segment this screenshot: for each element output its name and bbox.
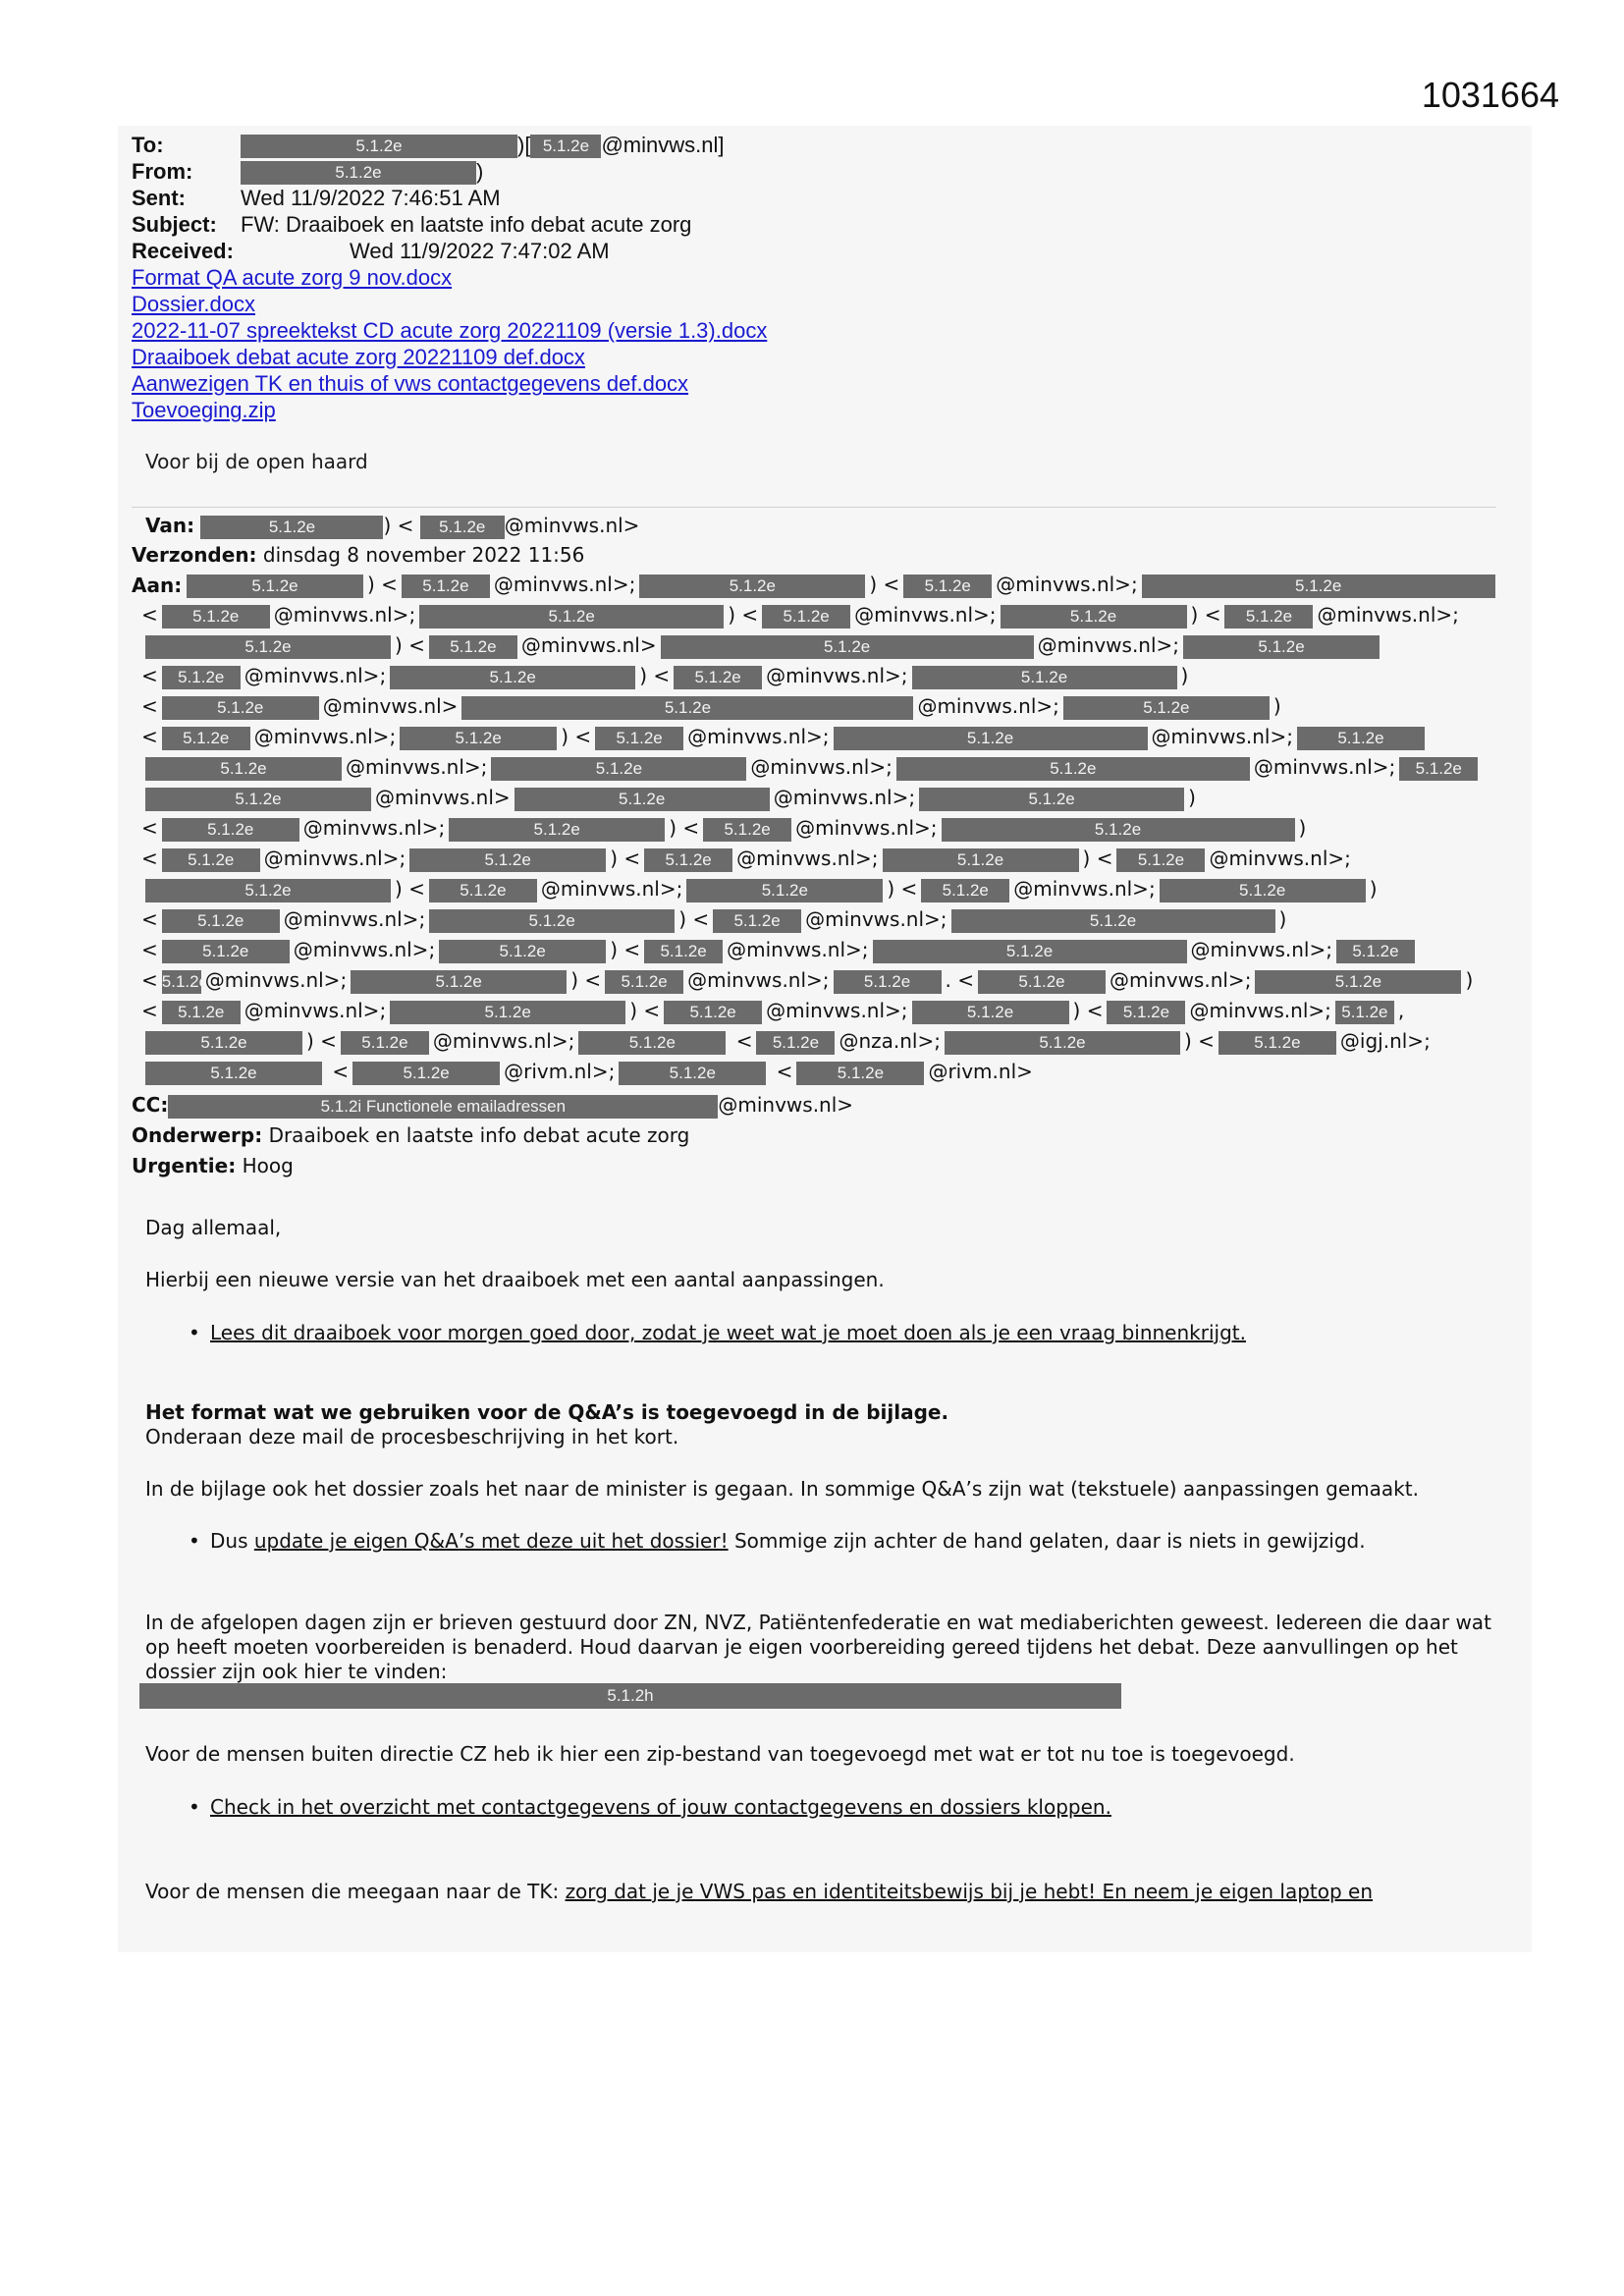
bullet-item — [210, 1795, 1506, 1820]
domain-text: @minvws.nl>; — [346, 755, 488, 779]
domain-text: @minvws.nl>; — [795, 816, 938, 840]
domain-text: @minvws.nl>; — [854, 603, 997, 627]
redaction: 5.1.2e — [686, 879, 883, 902]
domain-text: @minvws.nl>; — [253, 725, 397, 748]
recipient-list — [183, 570, 1547, 600]
onderwerp-row — [132, 1122, 689, 1149]
redaction: 5.1.2e — [834, 727, 1148, 750]
forward-note: Voor bij de open haard — [145, 450, 368, 473]
redaction: 5.1.2e — [903, 574, 992, 598]
attachment-link[interactable]: Format QA acute zorg 9 nov.docx — [132, 265, 453, 290]
cc-row — [132, 1092, 853, 1119]
domain-text: @minvws.nl>; — [917, 694, 1059, 718]
subject-value: FW: Draaiboek en laatste info debat acute zorg — [241, 212, 692, 237]
redaction: 5.1.2e — [514, 788, 770, 811]
redaction: 5.1.2e — [1336, 940, 1415, 963]
redaction: 5.1.2e — [1063, 696, 1270, 720]
recipient-line: < 5.1.2e @minvws.nl>; 5.1.2e ) < 5.1.2e @minvws.nl>; 5.1.2e @minvws.nl>; 5.1.2e — [141, 722, 1506, 752]
attachment-link[interactable]: Draaiboek debat acute zorg 20221109 def.docx — [132, 345, 585, 369]
redaction: 5.1.2e — [912, 1001, 1069, 1024]
recipient-list — [141, 752, 1506, 783]
van-domain: @minvws.nl> — [504, 514, 640, 537]
domain-text: @minvws.nl>; — [805, 907, 947, 931]
recipient-list — [141, 904, 1506, 935]
redaction: 5.1.2e — [162, 848, 260, 872]
redaction: 5.1.2e — [1142, 574, 1495, 598]
verzonden-value: dinsdag 8 november 2022 11:56 — [262, 543, 585, 567]
domain-text: @minvws.nl> — [322, 694, 459, 718]
domain-text: @minvws.nl>; — [736, 847, 879, 870]
recipient-list — [141, 1026, 1506, 1057]
redaction: 5.1.2e — [762, 605, 850, 629]
recipient-line: 5.1.2e @minvws.nl> 5.1.2e @minvws.nl>; 5.1.2e ) — [141, 783, 1506, 813]
attachment-link[interactable]: Dossier.docx — [132, 292, 255, 316]
domain-text: @minvws.nl> — [520, 633, 657, 657]
recipient-list — [141, 844, 1506, 874]
redaction: 5.1.2e — [352, 1062, 500, 1085]
redaction: 5.1.2e — [439, 940, 606, 963]
domain-text: @minvws.nl>; — [540, 877, 683, 901]
from-label: From: — [132, 159, 193, 184]
domain-text: @minvws.nl>; — [773, 786, 916, 809]
verzonden-label: Verzonden: — [132, 543, 257, 567]
received-value: Wed 11/9/2022 7:47:02 AM — [350, 239, 610, 263]
redaction: 5.1.2e — [409, 848, 606, 872]
underlined-text: Lees dit draaiboek voor morgen goed door, zodat je weet wat je moet doen als je een vraag binnenkrijgt. — [210, 1321, 1246, 1344]
domain-text: @minvws.nl>; — [1013, 877, 1156, 901]
redaction: 5.1.2e — [145, 757, 342, 781]
redaction: 5.1.2e — [341, 1031, 429, 1055]
from-row — [132, 158, 767, 185]
redaction: 5.1.2e — [419, 605, 724, 629]
domain-text: @minvws.nl>; — [1110, 968, 1252, 992]
redaction: 5.1.2e — [644, 848, 732, 872]
urgentie-label: Urgentie: — [132, 1154, 237, 1177]
van-separator: ) < — [383, 514, 414, 537]
redaction: 5.1.2e — [145, 1062, 322, 1085]
redaction: 5.1.2e — [945, 1031, 1180, 1055]
redaction: 5.1.2e — [1001, 605, 1187, 629]
redaction: 5.1.2e — [605, 970, 683, 994]
recipient-line: < 5.1.2e@minvws.nl>; 5.1.2e ) < 5.1.2e @minvws.nl>; 5.1.2e . < 5.1.2e @minvws.nl>; 5.1.2e ) — [141, 968, 1474, 992]
redaction: 5.1.2e — [1218, 1031, 1336, 1055]
recipient-line: < 5.1.2e @minvws.nl>; 5.1.2e ) < 5.1.2e @minvws.nl>; 5.1.2e ) < 5.1.2e @minvws.nl>; — [141, 847, 1351, 870]
subject-row — [132, 211, 767, 238]
domain-text: @minvws.nl>; — [1317, 603, 1459, 627]
redaction: 5.1.2e — [873, 940, 1187, 963]
separator — [132, 507, 1496, 508]
to-label: To: — [132, 133, 164, 157]
redaction: 5.1.2e — [429, 909, 675, 933]
redaction: 5.1.2e — [530, 135, 601, 158]
recipient-list — [141, 996, 1506, 1026]
redaction: 5.1.2e — [756, 1031, 835, 1055]
redaction: 5.1.2e — [145, 879, 391, 902]
van-row — [145, 513, 639, 539]
recipient-line: 5.1.2e ) < 5.1.2e @minvws.nl>; 5.1.2e ) < 5.1.2e @minvws.nl>; 5.1.2e ) — [141, 874, 1506, 904]
bullet-text: Sommige zijn achter de hand gelaten, daar is niets in gewijzigd. — [728, 1529, 1366, 1553]
bullet-item — [210, 1321, 1506, 1345]
redaction: 5.1.2e — [1183, 635, 1380, 659]
bullet-text: Dus — [210, 1529, 254, 1553]
aan-label-row — [132, 573, 182, 599]
recipient-line: 5.1.2e ) < 5.1.2e @minvws.nl>; 5.1.2e ) < 5.1.2e @minvws.nl>; 5.1.2e — [183, 570, 1547, 600]
domain-text: @minvws.nl>; — [263, 847, 406, 870]
recipient-line: 5.1.2e ) < 5.1.2e @minvws.nl>; 5.1.2e < 5.1.2e @nza.nl>; 5.1.2e ) < 5.1.2e @igj.nl>; — [141, 1026, 1506, 1057]
urgentie-row — [132, 1153, 294, 1179]
recipient-list — [141, 874, 1506, 904]
underlined-text: Check in het overzicht met contactgegevens of jouw contactgegevens en dossiers kloppen. — [210, 1795, 1111, 1819]
underlined-text: update je eigen Q&A’s met deze uit het dossier! — [253, 1529, 729, 1553]
onderwerp-value: Draaiboek en laatste info debat acute zorg — [268, 1123, 690, 1147]
redaction: 5.1.2e — [461, 696, 913, 720]
redaction: 5.1.2e — [919, 788, 1184, 811]
redaction: 5.1.2e — [674, 666, 762, 689]
redaction: 5.1.2e — [429, 635, 517, 659]
redaction: 5.1.2e — [1160, 879, 1366, 902]
greeting: Dag allemaal, — [145, 1216, 282, 1239]
paragraph: Hierbij een nieuwe versie van het draaiboek met een aantal aanpassingen. — [145, 1268, 885, 1291]
sent-row — [132, 185, 767, 211]
domain-text: @rivm.nl>; — [504, 1060, 616, 1083]
bullet-item — [210, 1529, 1506, 1554]
redaction: 5.1.2e — [162, 1001, 241, 1024]
redaction: 5.1.2e — [162, 940, 290, 963]
redaction: 5.1.2h — [139, 1683, 1121, 1709]
domain-text: @minvws.nl>; — [1190, 938, 1332, 961]
domain-text: @minvws.nl> — [375, 786, 511, 809]
recipient-line: 5.1.2e ) < 5.1.2e @minvws.nl> 5.1.2e @minvws.nl>; 5.1.2e — [141, 630, 1506, 661]
redaction: 5.1.2e — [896, 757, 1250, 781]
attachment-link[interactable]: Toevoeging.zip — [132, 398, 276, 422]
redaction: 5.1.2e — [241, 135, 517, 158]
redaction: 5.1.2e — [162, 666, 241, 689]
underlined-text: zorg dat je je VWS pas en identiteitsbewijs bij je hebt! En neem je eigen laptop en — [565, 1880, 1374, 1903]
redaction: 5.1.2e — [429, 879, 537, 902]
recipient-line: < 5.1.2e @minvws.nl>; 5.1.2e ) < 5.1.2e @minvws.nl>; 5.1.2e ) < 5.1.2e @minvws.nl>; — [141, 603, 1459, 627]
redaction: 5.1.2e — [162, 909, 280, 933]
domain-text: @minvws.nl>; — [687, 968, 830, 992]
redaction: 5.1.2e — [1335, 1001, 1394, 1024]
redaction: 5.1.2e — [241, 161, 476, 185]
redaction: 5.1.2e — [162, 727, 250, 750]
domain-text: @minvws.nl>; — [432, 1029, 575, 1053]
domain-text: @rivm.nl> — [928, 1060, 1033, 1083]
to-separator: )[ — [517, 133, 531, 157]
redaction: 5.1.2e — [390, 1001, 625, 1024]
domain-text: @minvws.nl>; — [750, 755, 893, 779]
recipient-line — [141, 752, 1506, 783]
redaction: 5.1.2e — [644, 940, 723, 963]
redaction: 5.1.2e — [449, 818, 665, 842]
recipient-line: < 5.1.2e @minvws.nl>; 5.1.2e ) < 5.1.2e @minvws.nl>; 5.1.2e @minvws.nl>; 5.1.2e — [141, 935, 1506, 965]
recipient-line: < 5.1.2e @minvws.nl>; 5.1.2e ) < 5.1.2e @minvws.nl>; 5.1.2e ) — [141, 816, 1307, 840]
from-tail: ) — [476, 159, 484, 184]
domain-text: @minvws.nl>; — [996, 573, 1138, 596]
recipient-line: < 5.1.2e @minvws.nl> 5.1.2e @minvws.nl>; 5.1.2e ) — [141, 694, 1281, 718]
attachment-link[interactable]: Aanwezigen TK en thuis of vws contactgegevens def.docx — [132, 371, 689, 396]
cc-domain: @minvws.nl> — [718, 1093, 854, 1117]
to-domain: @minvws.nl] — [601, 133, 725, 157]
redaction: 5.1.2e — [1255, 970, 1461, 994]
domain-text: @minvws.nl>; — [1253, 755, 1396, 779]
redaction: 5.1.2e — [400, 727, 557, 750]
redaction: 5.1.2e — [713, 909, 801, 933]
domain-text: @minvws.nl>; — [244, 664, 387, 687]
recipient-list — [141, 813, 1506, 844]
paragraph — [145, 1880, 1500, 1904]
document-id: 1031664 — [1421, 75, 1559, 115]
urgentie-value: Hoog — [242, 1154, 294, 1177]
recipient-line: < 5.1.2e @minvws.nl>; 5.1.2e ) < 5.1.2e @minvws.nl>; 5.1.2e ) < 5.1.2e @minvws.nl>; 5.1.2e , — [141, 999, 1405, 1022]
recipient-list — [141, 783, 1506, 813]
domain-text: @minvws.nl>; — [283, 907, 426, 931]
redaction: 5.1.2e — [420, 516, 505, 539]
paragraph: In de afgelopen dagen zijn er brieven gestuurd door ZN, NVZ, Patiëntenfederatie en wat mediaberichten geweest. Iedereen die daar wat op heeft moeten voorbereiden is benaderd. Houd daarvan je eigen voorbereiding gereed tijdens het debat. Deze aanvullingen op het dossier zijn ook hier te vinden: — [145, 1611, 1491, 1683]
redaction: 5.1.2e — [1116, 848, 1205, 872]
redaction: 5.1.2e — [595, 727, 683, 750]
attachment-link[interactable]: 2022-11-07 spreektekst CD acute zorg 20221109 (versie 1.3).docx — [132, 318, 768, 343]
redaction: 5.1.2e — [951, 909, 1275, 933]
recipient-list — [141, 600, 1506, 630]
redaction: 5.1.2e — [921, 879, 1009, 902]
subject-label: Subject: — [132, 212, 217, 237]
cc-label: CC: — [132, 1093, 169, 1117]
redaction: 5.1.2e — [145, 1031, 302, 1055]
domain-text: @minvws.nl>; — [273, 603, 416, 627]
recipient-list — [141, 722, 1506, 752]
redaction: 5.1.2e — [491, 757, 746, 781]
redaction: 5.1.2e — [912, 666, 1177, 689]
domain-text: @minvws.nl>; — [244, 999, 387, 1022]
redaction: 5.1.2e — [942, 818, 1295, 842]
redaction: 5.1.2e — [145, 635, 391, 659]
domain-text: @minvws.nl>; — [766, 664, 908, 687]
redaction: 5.1.2i Functionele emailadressen — [168, 1095, 718, 1119]
van-label: Van: — [145, 514, 195, 537]
domain-text: @minvws.nl>; — [727, 938, 869, 961]
paragraph: Voor de mensen buiten directie CZ heb ik hier een zip-bestand van toegevoegd met wat er tot nu toe is toegevoegd. — [145, 1742, 1295, 1766]
redaction: 5.1.2e — [619, 1062, 766, 1085]
domain-text: @minvws.nl>; — [1189, 999, 1331, 1022]
domain-text: @minvws.nl>; — [493, 573, 636, 596]
redaction: 5.1.2e — [834, 970, 942, 994]
domain-text: @igj.nl>; — [1339, 1029, 1431, 1053]
redaction: 5.1.2e — [162, 696, 319, 720]
redaction: 5.1.2e — [664, 1001, 762, 1024]
redaction: 5.1.2e — [145, 788, 371, 811]
to-row — [132, 132, 767, 158]
recipient-list — [141, 935, 1506, 965]
redaction: 5.1.2e — [703, 818, 791, 842]
paragraph-text: Voor de mensen die meegaan naar de TK: — [145, 1880, 566, 1903]
paragraph: Onderaan deze mail de procesbeschrijving in het kort. — [145, 1425, 679, 1449]
verzonden-row — [132, 542, 584, 569]
sent-label: Sent: — [132, 186, 186, 210]
outer-email-header — [132, 132, 767, 423]
redaction: 5.1.2e — [883, 848, 1079, 872]
domain-text: @nza.nl>; — [839, 1029, 941, 1053]
domain-text: @minvws.nl>; — [1151, 725, 1293, 748]
redaction-block — [139, 1683, 1121, 1709]
recipient-list — [141, 1057, 1506, 1087]
paragraph: In de bijlage ook het dossier zoals het naar de minister is gegaan. In sommige Q&A’s zijn wat (tekstuele) aanpassingen gemaakt. — [145, 1477, 1419, 1501]
redaction: 5.1.2e — [978, 970, 1106, 994]
redaction: 5.1.2e — [390, 666, 635, 689]
recipient-list — [141, 661, 1506, 691]
recipient-line: < 5.1.2e @minvws.nl>; 5.1.2e ) < 5.1.2e @minvws.nl>; 5.1.2e ) — [141, 664, 1189, 687]
redaction: 5.1.2e — [1297, 727, 1425, 750]
redaction: 5.1.2e — [578, 1031, 726, 1055]
recipient-list — [141, 691, 1506, 722]
redaction: 5.1.2e — [639, 574, 865, 598]
aan-label: Aan: — [132, 574, 183, 597]
redaction: 5.1.2e — [200, 516, 383, 539]
domain-text: @minvws.nl>; — [204, 968, 348, 992]
onderwerp-label: Onderwerp: — [132, 1123, 263, 1147]
redaction: 5.1.2e — [351, 970, 567, 994]
redaction: 5.1.2e — [162, 970, 201, 994]
redaction: 5.1.2e — [1399, 757, 1478, 781]
redaction: 5.1.2e — [796, 1062, 924, 1085]
domain-text: @minvws.nl>; — [1037, 633, 1180, 657]
recipient-line: 5.1.2e < 5.1.2e @rivm.nl>; 5.1.2e < 5.1.2e @rivm.nl> — [141, 1057, 1506, 1087]
redaction: 5.1.2e — [187, 574, 363, 598]
received-label: Received: — [132, 239, 234, 263]
sent-value: Wed 11/9/2022 7:46:51 AM — [241, 186, 501, 210]
redaction: 5.1.2e — [162, 605, 270, 629]
received-row — [132, 238, 767, 264]
redaction: 5.1.2e — [661, 635, 1034, 659]
recipient-line: < 5.1.2e @minvws.nl>; 5.1.2e ) < 5.1.2e @minvws.nl>; 5.1.2e ) — [141, 907, 1287, 931]
redaction: 5.1.2e — [1224, 605, 1313, 629]
domain-text: @minvws.nl>; — [302, 816, 446, 840]
recipient-list — [141, 630, 1506, 661]
domain-text: @minvws.nl>; — [766, 999, 908, 1022]
recipient-list — [141, 965, 1506, 996]
domain-text: @minvws.nl>; — [687, 725, 830, 748]
redaction: 5.1.2e — [402, 574, 490, 598]
domain-text: @minvws.nl>; — [293, 938, 436, 961]
redaction: 5.1.2e — [162, 818, 299, 842]
domain-text: @minvws.nl>; — [1209, 847, 1351, 870]
section-heading: Het format wat we gebruiken voor de Q&A’s is toegevoegd in de bijlage. — [145, 1400, 949, 1424]
redaction: 5.1.2e — [1107, 1001, 1185, 1024]
